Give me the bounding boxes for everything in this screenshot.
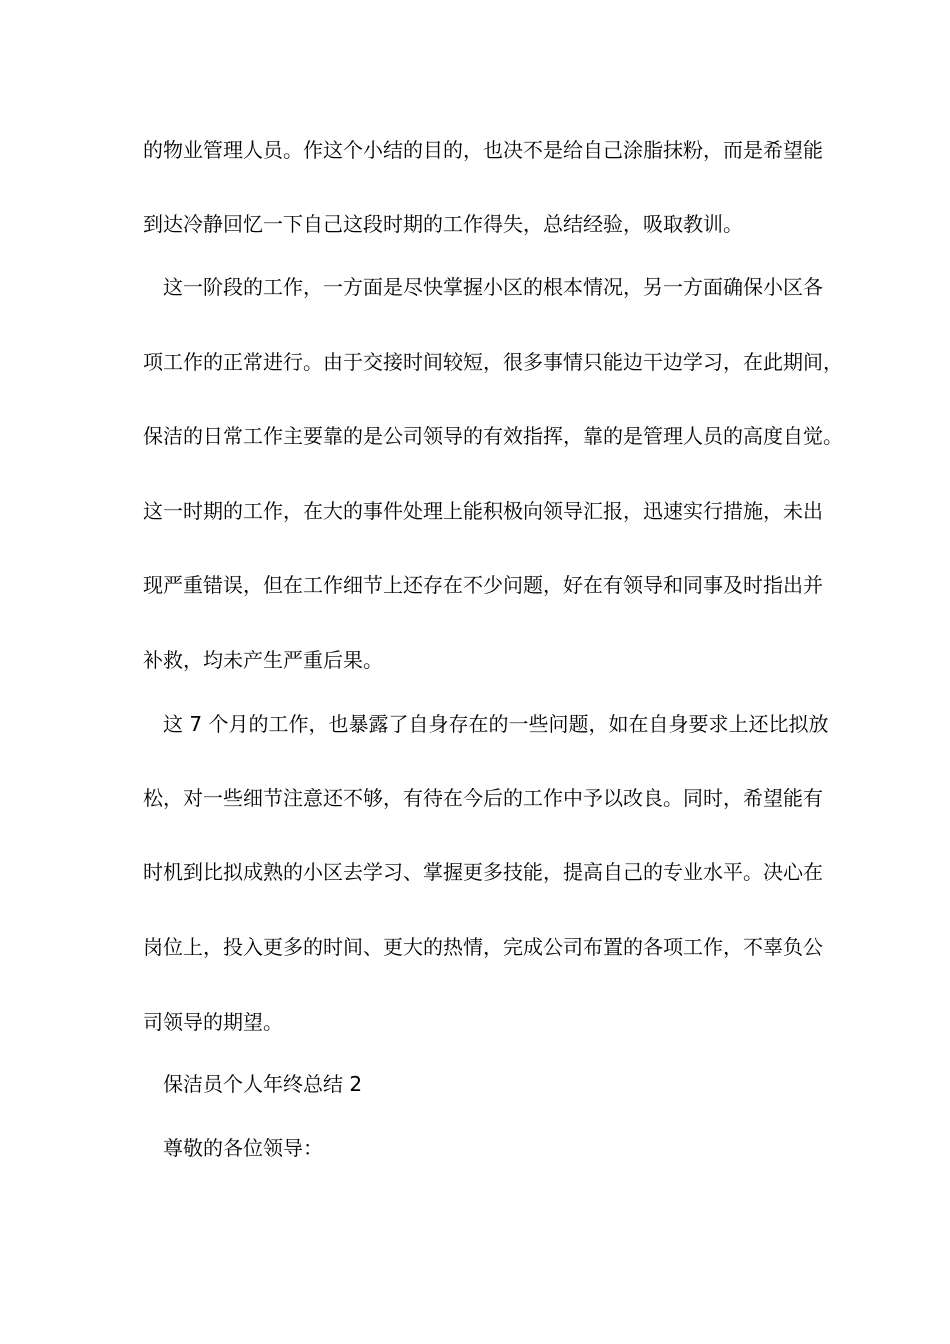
text-line-2: 到达冷静回忆一下自己这段时期的工作得失，总结经验，吸取教训。 <box>143 212 743 236</box>
text-line-12: 岗位上，投入更多的时间、更大的热情，完成公司布置的各项工作，不辜负公 <box>143 935 823 959</box>
text-line-1: 的物业管理人员。作这个小结的目的，也决不是给自己涂脂抹粉，而是希望能 <box>143 138 823 162</box>
text-line-10: 松，对一些细节注意还不够，有待在今后的工作中予以改良。同时，希望能有 <box>143 786 823 810</box>
text-line-4: 项工作的正常进行。由于交接时间较短，很多事情只能边干边学习，在此期间， <box>143 350 843 374</box>
section-heading: 保洁员个人年终总结 2 <box>163 1072 363 1096</box>
text-line-9: 这 7 个月的工作，也暴露了自身存在的一些问题，如在自身要求上还比拟放 <box>163 712 829 736</box>
salutation: 尊敬的各位领导： <box>163 1136 323 1160</box>
text-line-5: 保洁的日常工作主要靠的是公司领导的有效指挥，靠的是管理人员的高度自觉。 <box>143 424 843 448</box>
text-line-11: 时机到比拟成熟的小区去学习、掌握更多技能，提高自己的专业水平。决心在 <box>143 860 823 884</box>
text-line-7: 现严重错误，但在工作细节上还存在不少问题，好在有领导和同事及时指出并 <box>143 573 823 597</box>
text-line-13: 司领导的期望。 <box>143 1010 283 1034</box>
text-line-3: 这一阶段的工作，一方面是尽快掌握小区的根本情况，另一方面确保小区各 <box>163 275 823 299</box>
text-line-8: 补救，均未产生严重后果。 <box>143 648 383 672</box>
text-line-6: 这一时期的工作，在大的事件处理上能积极向领导汇报，迅速实行措施，未出 <box>143 499 823 523</box>
